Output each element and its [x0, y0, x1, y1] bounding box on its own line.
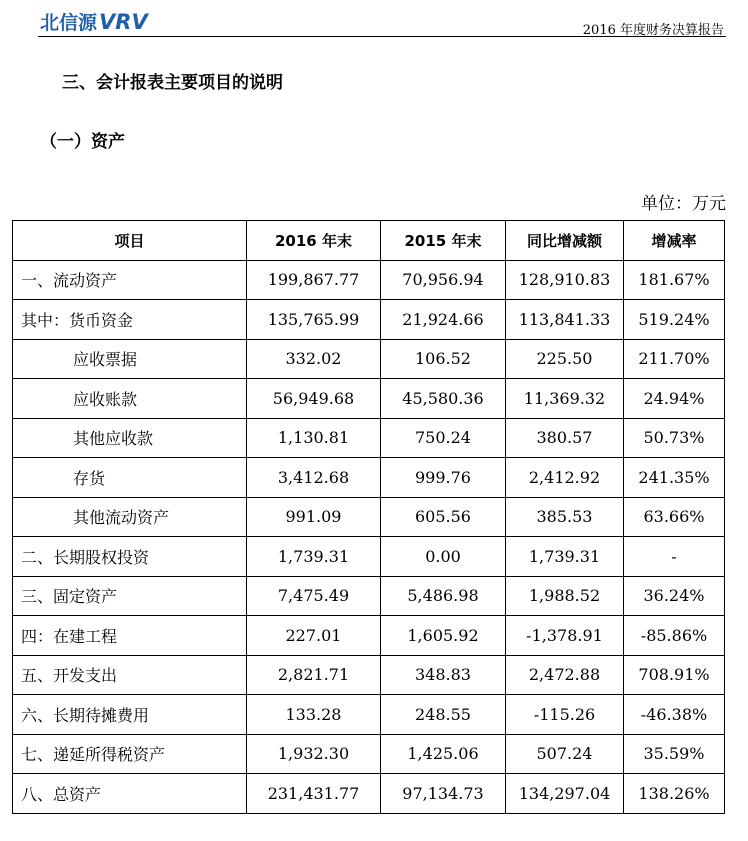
row-rate-cell: 50.73%	[624, 418, 725, 458]
row-rate-cell: -46.38%	[624, 695, 725, 735]
table-row	[13, 655, 725, 695]
row-2016-cell: 1,130.81	[247, 418, 381, 458]
row-item-cell: 六、长期待摊费用	[13, 695, 247, 735]
row-2015-cell: 97,134.73	[381, 774, 506, 814]
row-2015-cell: 106.52	[381, 339, 506, 379]
column-header-item: 项目	[13, 221, 247, 261]
row-2015-cell: 248.55	[381, 695, 506, 735]
row-item-cell: 存货	[13, 458, 247, 498]
table-row	[13, 497, 725, 537]
row-rate-cell: 36.24%	[624, 576, 725, 616]
row-2016-cell: 231,431.77	[247, 774, 381, 814]
row-2016-cell: 227.01	[247, 616, 381, 656]
row-rate-cell: 138.26%	[624, 774, 725, 814]
row-2015-cell: 0.00	[381, 537, 506, 577]
row-2015-cell: 45,580.36	[381, 379, 506, 419]
row-2016-cell: 7,475.49	[247, 576, 381, 616]
row-item-cell: 五、开发支出	[13, 655, 247, 695]
row-2015-cell: 1,425.06	[381, 734, 506, 774]
row-rate-cell: -	[624, 537, 725, 577]
row-rate-cell: 63.66%	[624, 497, 725, 537]
table-row	[13, 774, 725, 814]
row-item-cell: 三、固定资产	[13, 576, 247, 616]
row-item-cell: 一、流动资产	[13, 260, 247, 300]
row-2015-cell: 999.76	[381, 458, 506, 498]
row-change-cell: 2,472.88	[506, 655, 624, 695]
row-item-cell: 其他应收款	[13, 418, 247, 458]
subsection-title: （一）资产	[40, 132, 125, 152]
row-change-cell: -1,378.91	[506, 616, 624, 656]
row-2016-cell: 1,932.30	[247, 734, 381, 774]
row-change-cell: -115.26	[506, 695, 624, 735]
table-row	[13, 379, 725, 419]
row-2016-cell: 56,949.68	[247, 379, 381, 419]
row-2016-cell: 135,765.99	[247, 300, 381, 340]
table-row	[13, 300, 725, 340]
assets-table	[12, 220, 725, 814]
row-2016-cell: 1,739.31	[247, 537, 381, 577]
row-item-cell: 二、长期股权投资	[13, 537, 247, 577]
row-2016-cell: 2,821.71	[247, 655, 381, 695]
row-item-cell: 四：在建工程	[13, 616, 247, 656]
row-item-cell: 七、递延所得税资产	[13, 734, 247, 774]
column-header-rate: 增减率	[624, 221, 725, 261]
row-rate-cell: 708.91%	[624, 655, 725, 695]
row-2015-cell: 5,486.98	[381, 576, 506, 616]
row-rate-cell: 181.67%	[624, 260, 725, 300]
table-row	[13, 616, 725, 656]
logo-english-text: VRV	[99, 10, 148, 34]
logo-chinese-text: 北信源	[40, 12, 98, 34]
column-header-2015: 2015 年末	[381, 221, 506, 261]
row-change-cell: 385.53	[506, 497, 624, 537]
row-change-cell: 1,739.31	[506, 537, 624, 577]
row-change-cell: 225.50	[506, 339, 624, 379]
row-rate-cell: 35.59%	[624, 734, 725, 774]
row-change-cell: 1,988.52	[506, 576, 624, 616]
row-2016-cell: 133.28	[247, 695, 381, 735]
row-item-cell: 其中：货币资金	[13, 300, 247, 340]
row-2015-cell: 70,956.94	[381, 260, 506, 300]
section-title: 三、会计报表主要项目的说明	[62, 73, 283, 93]
row-rate-cell: -85.86%	[624, 616, 725, 656]
table-row	[13, 537, 725, 577]
row-2015-cell: 21,924.66	[381, 300, 506, 340]
row-item-cell: 八、总资产	[13, 774, 247, 814]
row-rate-cell: 211.70%	[624, 339, 725, 379]
table-row	[13, 260, 725, 300]
table-row	[13, 418, 725, 458]
row-item-cell: 其他流动资产	[13, 497, 247, 537]
table-row	[13, 734, 725, 774]
table-row	[13, 695, 725, 735]
row-change-cell: 2,412.92	[506, 458, 624, 498]
header-divider	[38, 36, 726, 37]
table-row	[13, 339, 725, 379]
table-header-row	[13, 221, 725, 261]
row-2015-cell: 750.24	[381, 418, 506, 458]
row-change-cell: 507.24	[506, 734, 624, 774]
row-change-cell: 11,369.32	[506, 379, 624, 419]
company-logo	[40, 8, 148, 35]
row-change-cell: 380.57	[506, 418, 624, 458]
row-rate-cell: 519.24%	[624, 300, 725, 340]
document-title: 2016 年度财务决算报告	[582, 23, 724, 38]
column-header-change: 同比增减额	[506, 221, 624, 261]
row-change-cell: 128,910.83	[506, 260, 624, 300]
row-2015-cell: 605.56	[381, 497, 506, 537]
row-change-cell: 113,841.33	[506, 300, 624, 340]
unit-label: 单位：万元	[641, 194, 726, 214]
row-2016-cell: 199,867.77	[247, 260, 381, 300]
row-rate-cell: 24.94%	[624, 379, 725, 419]
column-header-2016: 2016 年末	[247, 221, 381, 261]
row-2016-cell: 3,412.68	[247, 458, 381, 498]
row-change-cell: 134,297.04	[506, 774, 624, 814]
row-item-cell: 应收票据	[13, 339, 247, 379]
row-item-cell: 应收账款	[13, 379, 247, 419]
row-2015-cell: 348.83	[381, 655, 506, 695]
row-rate-cell: 241.35%	[624, 458, 725, 498]
table-body	[13, 260, 725, 813]
row-2016-cell: 332.02	[247, 339, 381, 379]
row-2016-cell: 991.09	[247, 497, 381, 537]
table-row	[13, 576, 725, 616]
table-row	[13, 458, 725, 498]
row-2015-cell: 1,605.92	[381, 616, 506, 656]
